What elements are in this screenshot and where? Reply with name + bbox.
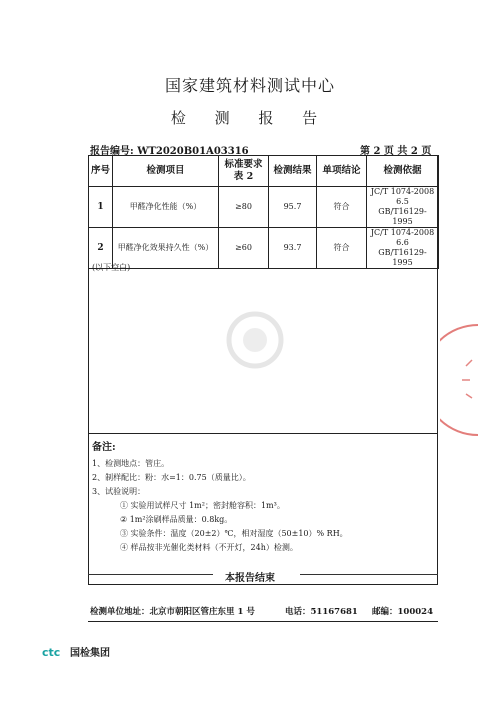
cell-no: 1 bbox=[89, 187, 113, 228]
cell-result: 95.7 bbox=[269, 187, 317, 228]
official-stamp-icon bbox=[440, 320, 480, 440]
basis-line: GB/T16129-1995 bbox=[378, 248, 427, 267]
cell-basis bbox=[367, 228, 439, 269]
address-value: 北京市朝阳区管庄东里 1 号 bbox=[149, 607, 255, 617]
note-line: ③ 实验条件：温度（20±2）℃，相对湿度（50±10）% RH。 bbox=[120, 529, 348, 538]
ctc-logo-icon bbox=[42, 646, 66, 658]
col-header-no: 序号 bbox=[89, 156, 113, 187]
lab-address bbox=[90, 605, 255, 617]
col-header-item: 检测项目 bbox=[113, 156, 219, 187]
page-info: 第 2 页 共 2 页 bbox=[360, 146, 432, 157]
note-line: 3、试验说明： bbox=[92, 487, 146, 496]
report-end-text: 本报告结束 bbox=[225, 573, 275, 584]
cell-conclusion: 符合 bbox=[317, 187, 367, 228]
cell-no: 2 bbox=[89, 228, 113, 269]
note-line: 1、检测地点：管庄。 bbox=[92, 459, 170, 468]
basis-line: GB/T16129-1995 bbox=[378, 207, 427, 226]
col-header-conclusion: 单项结论 bbox=[317, 156, 367, 187]
col-header-basis: 检测依据 bbox=[367, 156, 439, 187]
cell-conclusion: 符合 bbox=[317, 228, 367, 269]
address-label: 检测单位地址： bbox=[90, 607, 150, 617]
end-rule-right bbox=[300, 574, 438, 575]
table-header-row bbox=[89, 156, 439, 187]
watermark-logo-icon bbox=[215, 300, 295, 380]
svg-text:ctc: ctc bbox=[42, 645, 61, 658]
zip-value: 100024 bbox=[397, 607, 434, 617]
phone-value: 51167681 bbox=[310, 607, 358, 617]
lab-postcode bbox=[372, 605, 433, 617]
phone-label: 电话： bbox=[285, 607, 311, 617]
company-logo-text: 国检集团 bbox=[70, 648, 110, 659]
note-line: ② 1m²涂刷样品质量：0.8kg。 bbox=[120, 515, 233, 524]
cell-requirement: ≥80 bbox=[219, 187, 269, 228]
company-logo bbox=[42, 644, 110, 659]
document-title: 检 测 报 告 bbox=[170, 109, 330, 127]
note-line: 2、制样配比：粉：水=1：0.75（质量比）。 bbox=[92, 473, 251, 482]
cell-item: 甲醛净化性能（%） bbox=[113, 187, 219, 228]
notes-title: 备注: bbox=[92, 442, 116, 453]
lab-phone bbox=[285, 605, 358, 617]
report-number-label: 报告编号: bbox=[90, 146, 134, 157]
cell-basis bbox=[367, 187, 439, 228]
basis-line: JC/T 1074-2008 bbox=[370, 187, 435, 196]
col-header-result: 检测结果 bbox=[269, 156, 317, 187]
report-number-value: WT2020B01A03316 bbox=[137, 146, 249, 157]
col-header-requirement: 标准要求表 2 bbox=[219, 156, 269, 187]
table-row bbox=[89, 228, 439, 269]
basis-line: JC/T 1074-2008 bbox=[370, 228, 435, 237]
footer-divider bbox=[88, 621, 438, 622]
cell-item: 甲醛净化效果持久性（%） bbox=[113, 228, 219, 269]
notes-divider bbox=[88, 433, 438, 434]
basis-line: 6.6 bbox=[396, 238, 409, 247]
table-row bbox=[89, 187, 439, 228]
cell-requirement: ≥60 bbox=[219, 228, 269, 269]
basis-line: 6.5 bbox=[396, 197, 409, 206]
institute-name: 国家建筑材料测试中心 bbox=[164, 76, 335, 95]
cell-result: 93.7 bbox=[269, 228, 317, 269]
blank-below-note: (以下空白) bbox=[92, 263, 131, 272]
zip-label: 邮编： bbox=[372, 607, 398, 617]
note-line: ④ 样品按非光催化类材料（不开灯，24h）检测。 bbox=[120, 543, 298, 552]
note-line: ① 实验用试样尺寸 1m²；密封舱容积：1m³。 bbox=[120, 501, 285, 510]
results-table bbox=[88, 155, 439, 269]
